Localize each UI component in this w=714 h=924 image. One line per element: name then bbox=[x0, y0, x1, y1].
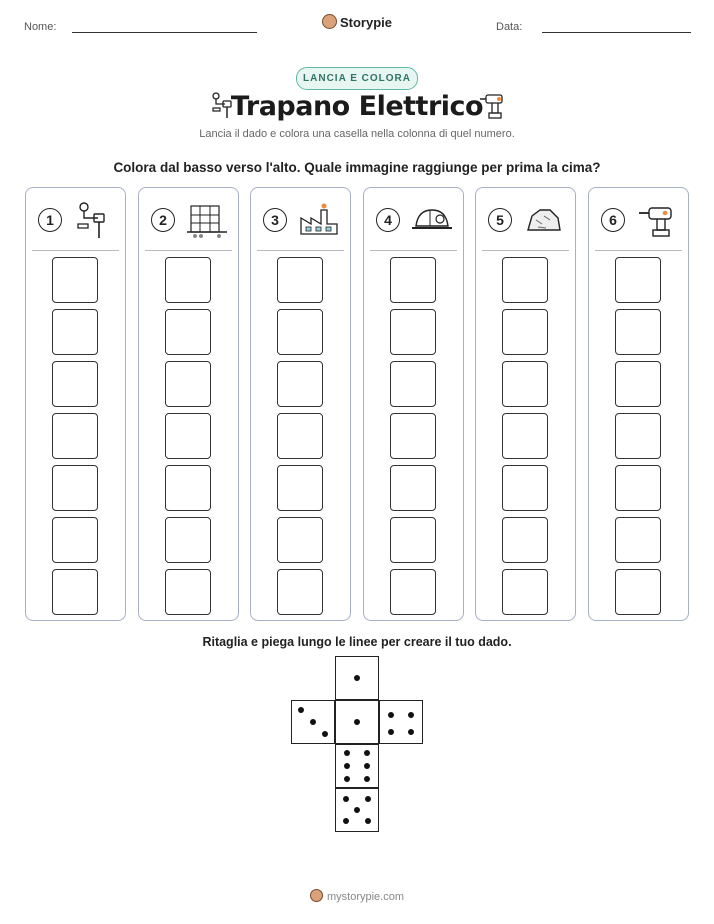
color-box[interactable] bbox=[277, 413, 323, 459]
die-pip bbox=[343, 796, 349, 802]
column-3 bbox=[250, 187, 351, 621]
color-box[interactable] bbox=[165, 361, 211, 407]
column-divider bbox=[370, 250, 457, 251]
color-box[interactable] bbox=[165, 257, 211, 303]
die-pip bbox=[298, 707, 304, 713]
die-face-1 bbox=[335, 656, 379, 700]
column-2 bbox=[138, 187, 239, 621]
column-number: 2 bbox=[151, 208, 175, 232]
column-divider bbox=[595, 250, 682, 251]
die-pip bbox=[354, 807, 360, 813]
color-box[interactable] bbox=[277, 257, 323, 303]
die-pip bbox=[344, 750, 350, 756]
color-box[interactable] bbox=[52, 465, 98, 511]
color-box[interactable] bbox=[277, 465, 323, 511]
column-number: 5 bbox=[488, 208, 512, 232]
die-face-1 bbox=[335, 700, 379, 744]
factory-icon bbox=[297, 200, 341, 240]
color-box[interactable] bbox=[390, 413, 436, 459]
color-box[interactable] bbox=[277, 309, 323, 355]
die-pip bbox=[364, 776, 370, 782]
column-number: 3 bbox=[263, 208, 287, 232]
color-box[interactable] bbox=[165, 465, 211, 511]
color-box[interactable] bbox=[165, 569, 211, 615]
power-drill-icon bbox=[478, 91, 508, 121]
die-face-5 bbox=[335, 788, 379, 832]
die-pip bbox=[365, 796, 371, 802]
bear-logo-icon bbox=[310, 889, 323, 902]
color-box[interactable] bbox=[52, 413, 98, 459]
die-pip bbox=[344, 763, 350, 769]
color-box[interactable] bbox=[165, 413, 211, 459]
column-number: 6 bbox=[601, 208, 625, 232]
die-pip bbox=[344, 776, 350, 782]
column-divider bbox=[145, 250, 232, 251]
color-box[interactable] bbox=[390, 465, 436, 511]
page-title: Trapano Elettrico bbox=[230, 91, 484, 122]
color-box[interactable] bbox=[52, 309, 98, 355]
color-box[interactable] bbox=[277, 517, 323, 563]
color-box[interactable] bbox=[165, 517, 211, 563]
bear-logo-icon bbox=[322, 14, 337, 29]
color-box[interactable] bbox=[615, 413, 661, 459]
color-box[interactable] bbox=[390, 517, 436, 563]
hard-hat-icon bbox=[410, 200, 454, 240]
color-box[interactable] bbox=[502, 517, 548, 563]
power-drill-icon bbox=[635, 200, 679, 240]
color-box[interactable] bbox=[502, 413, 548, 459]
die-pip bbox=[388, 712, 394, 718]
instruction: Colora dal basso verso l'alto. Quale immagine raggiunge per prima la cima? bbox=[113, 160, 601, 175]
column-1 bbox=[25, 187, 126, 621]
die-pip bbox=[364, 763, 370, 769]
color-box[interactable] bbox=[615, 465, 661, 511]
die-face-4 bbox=[379, 700, 423, 744]
color-box[interactable] bbox=[52, 257, 98, 303]
color-box[interactable] bbox=[502, 257, 548, 303]
die-pip bbox=[408, 729, 414, 735]
footer: mystorypie.com bbox=[0, 889, 714, 903]
column-divider bbox=[32, 250, 119, 251]
color-box[interactable] bbox=[52, 517, 98, 563]
column-4 bbox=[363, 187, 464, 621]
color-box[interactable] bbox=[615, 309, 661, 355]
column-divider bbox=[257, 250, 344, 251]
color-box[interactable] bbox=[502, 569, 548, 615]
color-box[interactable] bbox=[390, 309, 436, 355]
activity-badge: LANCIA E COLORA bbox=[296, 67, 418, 90]
color-box[interactable] bbox=[615, 361, 661, 407]
name-line[interactable] bbox=[72, 32, 257, 33]
die-pip bbox=[310, 719, 316, 725]
date-label: Data: bbox=[496, 21, 523, 33]
die-pip bbox=[354, 675, 360, 681]
hand-drill-icon bbox=[72, 200, 116, 240]
color-box[interactable] bbox=[390, 361, 436, 407]
date-line[interactable] bbox=[542, 32, 691, 33]
cut-instruction: Ritaglia e piega lungo le linee per creare il tuo dado. bbox=[202, 635, 512, 649]
color-box[interactable] bbox=[615, 257, 661, 303]
color-box[interactable] bbox=[390, 569, 436, 615]
rock-icon bbox=[522, 200, 566, 240]
subtitle: Lancia il dado e colora una casella nella colonna di quel numero. bbox=[199, 128, 515, 140]
die-pip bbox=[364, 750, 370, 756]
color-box[interactable] bbox=[502, 361, 548, 407]
construction-site-icon bbox=[185, 200, 229, 240]
die-face-6 bbox=[335, 744, 379, 788]
die-face-3 bbox=[291, 700, 335, 744]
die-pip bbox=[388, 729, 394, 735]
color-box[interactable] bbox=[615, 569, 661, 615]
color-box[interactable] bbox=[390, 257, 436, 303]
color-box[interactable] bbox=[615, 517, 661, 563]
name-label: Nome: bbox=[24, 21, 57, 33]
color-box[interactable] bbox=[502, 309, 548, 355]
column-divider bbox=[482, 250, 569, 251]
color-box[interactable] bbox=[277, 569, 323, 615]
die-pip bbox=[408, 712, 414, 718]
color-box[interactable] bbox=[277, 361, 323, 407]
brand-logo: Storypie bbox=[0, 14, 714, 30]
die-pip bbox=[343, 818, 349, 824]
die-pip bbox=[354, 719, 360, 725]
color-box[interactable] bbox=[52, 361, 98, 407]
color-box[interactable] bbox=[52, 569, 98, 615]
column-number: 1 bbox=[38, 208, 62, 232]
column-6 bbox=[588, 187, 689, 621]
die-pip bbox=[365, 818, 371, 824]
column-5 bbox=[475, 187, 576, 621]
column-number: 4 bbox=[376, 208, 400, 232]
color-box[interactable] bbox=[502, 465, 548, 511]
die-pip bbox=[322, 731, 328, 737]
color-box[interactable] bbox=[165, 309, 211, 355]
